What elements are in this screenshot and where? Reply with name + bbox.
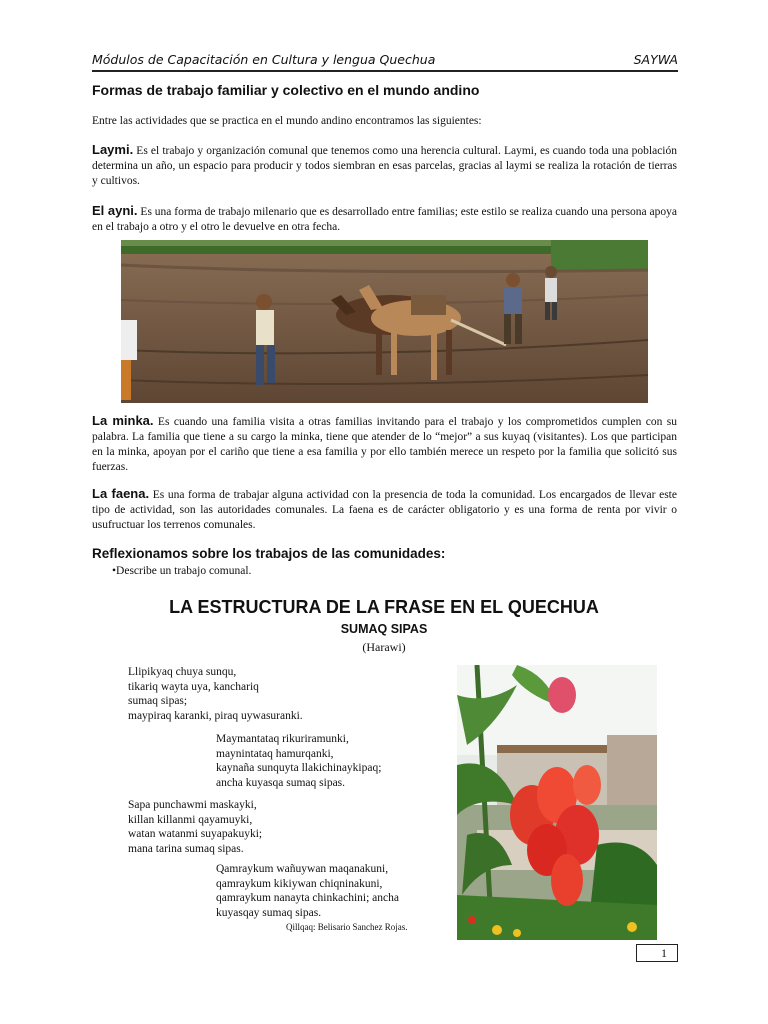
verse-line: sumaq sipas;: [128, 695, 188, 707]
verse-line: Maymantataq rikuriramunki,: [216, 733, 349, 745]
flower-photo: [457, 665, 657, 940]
page-header: [92, 50, 678, 72]
paragraph-ayni: [92, 203, 677, 235]
term-laymi: Laymi.: [92, 142, 134, 157]
verse-line: mana tarina sumaq sipas.: [128, 842, 244, 855]
poem-author: Qillqaq: Belisario Sanchez Rojas.: [286, 922, 408, 932]
intro-paragraph: Entre las actividades que se practica en el mundo andino encontramos las siguientes:: [92, 115, 482, 127]
verse-line: maypiraq karanki, piraq uywasuranki.: [128, 709, 303, 722]
reflection-list: [112, 565, 251, 577]
verse-line: Qamraykum wañuywan maqanakuni,: [216, 863, 389, 875]
poem-title: SUMAQ SIPAS: [340, 622, 428, 636]
verse-line: qamraykum nanayta chinkachini; ancha: [216, 892, 399, 904]
stanza-2: [216, 732, 381, 790]
verse-line: qamraykum kikiywan chiqninakuni,: [216, 877, 383, 890]
term-ayni: El ayni.: [92, 203, 138, 218]
text-minka: Es cuando una familia visita a otras familias invitando para el trabajo y los comprometidos cumplen con su palabra. La familia que tiene a su cargo la minka, tiene que atender de lo “mejor” a sus kuyaq (visitantes). Los que participan en la minka, apoyan por el cariño que tiene a esa familia y por ello también merece un respeto por la familia que solicitó sus fuerzas.: [92, 416, 677, 473]
stanza-1: [128, 665, 303, 723]
page-number: 1: [636, 944, 678, 962]
paragraph-minka: [92, 413, 677, 475]
verse-line: killan killanmi qayamuyki,: [128, 813, 253, 826]
verse-line: kaynaña sunquyta llakichinaykipaq;: [216, 762, 382, 774]
section-title: Formas de trabajo familiar y colectivo en el mundo andino: [92, 82, 480, 98]
poem-genre: (Harawi): [362, 640, 406, 654]
term-faena: La faena.: [92, 486, 150, 501]
text-laymi: Es el trabajo y organización comunal que tenemos como una herencia cultural. Laymi, es cuando toda una población determina un año, un espacio para producir y todos siembran en esas parcelas, gracias al laymi se realiza la rotación de tierras y cultivos.: [92, 145, 677, 187]
verse-line: ancha kuyasqa sumaq sipas.: [216, 776, 346, 789]
stanza-4: [216, 862, 399, 920]
plowing-photo: [121, 240, 648, 403]
reflection-title: Reflexionamos sobre los trabajos de las comunidades:: [92, 546, 446, 561]
paragraph-faena: [92, 486, 677, 533]
verse-line: kuyasqay sumaq sipas.: [216, 906, 322, 919]
paragraph-laymi: [92, 142, 677, 189]
reflection-bullet-text: Describe un trabajo comunal.: [116, 565, 252, 577]
text-faena: Es una forma de trabajar alguna actividad con la presencia de toda la comunidad. Los encargados de llevar este tipo de actividad, son las autoridades comunales. La faena es de carácter obligatorio y es una forma de renta por vivir o usufructuar los terrenos comunales.: [92, 489, 677, 531]
verse-line: Sapa punchawmi maskayki,: [128, 799, 257, 811]
verse-line: Llipikyaq chuya sunqu,: [128, 666, 237, 678]
reflection-bullet: •Describe un trabajo comunal.: [112, 565, 252, 577]
main-title: LA ESTRUCTURA DE LA FRASE EN EL QUECHUA: [169, 597, 599, 617]
text-ayni: Es una forma de trabajo milenario que es desarrollado entre familias; este estilo se realiza cuando una persona apoya en el trabajo a otro y el otro le devuelve en otra fecha.: [92, 206, 677, 233]
verse-line: tikariq wayta uya, kanchariq: [128, 680, 259, 693]
verse-line: maynintataq hamurqanki,: [216, 747, 334, 760]
header-brand: SAYWA: [633, 52, 678, 67]
verse-line: watan watanmi suyapakuyki;: [128, 828, 263, 840]
header-module-title: Módulos de Capacitación en Cultura y lengua Quechua: [92, 52, 436, 67]
stanza-3: [128, 798, 262, 856]
term-minka: La minka.: [92, 413, 154, 428]
